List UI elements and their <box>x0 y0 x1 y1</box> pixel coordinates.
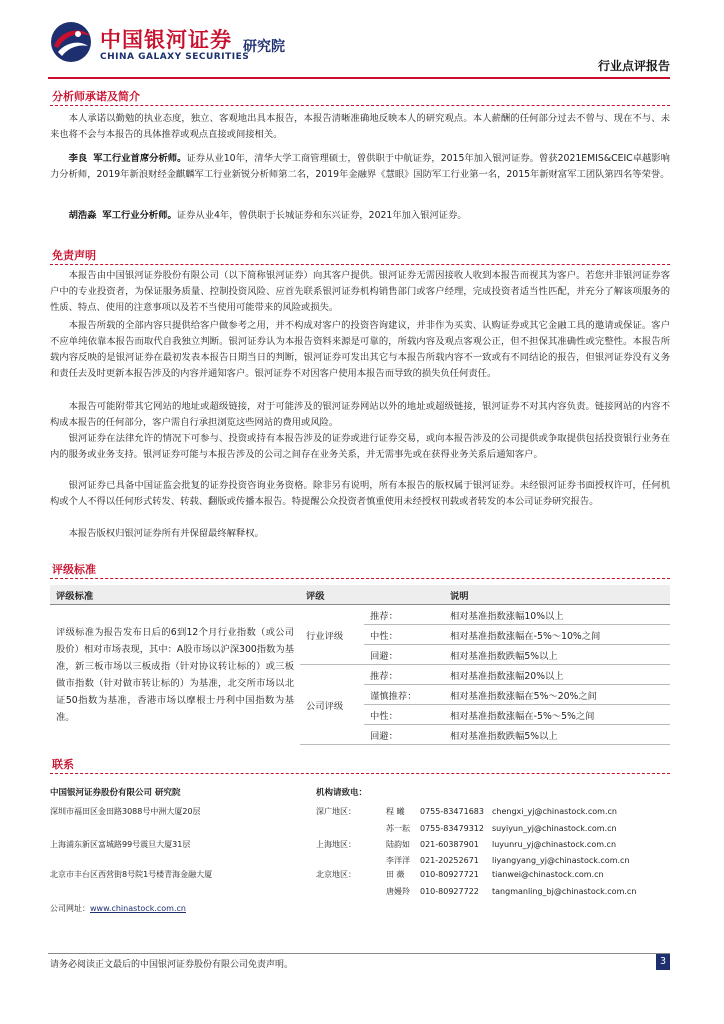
analyst-1 <box>50 151 670 183</box>
analyst-1-name: 李良 <box>68 153 88 164</box>
address-shanghai: 上海浦东新区富城路99号震旦大厦31层 <box>50 840 191 849</box>
section-divider <box>50 773 670 774</box>
rating-grade: 回避： <box>364 645 444 665</box>
contact-name: 陆韵如 <box>386 840 410 849</box>
contact-person <box>386 855 630 866</box>
analyst-1-bio: 证券从业10年，清华大学工商管理硕士，曾供职于中航证券，2015年加入银河证券。曾获2021EMIS&CEIC卓越影响力分析师，2019年新浪财经金麒麟军工行业新锐分析师第二名，2019年金融界《慧眼》国防军工行业第一名，2015年新财富军工团队第四名等荣誉。 <box>50 153 670 180</box>
contact-name: 李洋洋 <box>386 856 410 865</box>
contact-email[interactable]: luyunru_yj@chinastock.com.cn <box>492 840 617 849</box>
disclaimer-p2: 本报告所载的全部内容只提供给客户做参考之用，并不构成对客户的投资咨询建议，并非作为买卖、认购证券或其它金融工具的邀请或保证。客户不应单纯依靠本报告而取代自我独立判断。银河证券认为本报告资料来源是可靠的，所载内容及观点客观公正，但不担保其准确性或完整性。本报告所载内容反映的是银河证券在最初发表本报告日期当日的判断，银河证券可发出其它与本报告所载内容不一致或有不同结论的报告，但银河证券没有义务和责任去及时更新本报告涉及的内容并通知客户。银河证券不对因客户使用本报告而导致的损失负任何责任。 <box>50 320 670 379</box>
contact-person <box>386 869 604 880</box>
website-label: 公司网址： <box>50 904 90 913</box>
contact-name: 田 薇 <box>386 870 405 879</box>
company-website <box>50 903 186 914</box>
company-name-cn: 中国银河证券 <box>100 28 232 52</box>
rating-table-header <box>50 585 670 605</box>
contact-email[interactable]: liyangyang_yj@chinastock.com.cn <box>492 856 630 865</box>
contact-email[interactable]: suyiyun_yj@chinastock.com.cn <box>492 824 617 833</box>
section-divider <box>50 264 670 265</box>
section-divider <box>50 105 670 106</box>
table-row <box>50 605 670 625</box>
disclaimer-p5: 银河证券已具备中国证监会批复的证券投资咨询业务资格。除非另有说明，所有本报告的版权属于银河证券。未经银河证券书面授权许可，任何机构或个人不得以任何形式转发、转载、翻版或传播本报告。特提醒公众投资者慎重使用未经授权刊载或者转发的本公司证券研究报告。 <box>50 480 670 507</box>
analyst-2-name: 胡浩淼 <box>68 210 97 221</box>
galaxy-logo-icon <box>48 20 94 64</box>
disclaimer-p1: 本报告由中国银河证券股份有限公司（以下简称银河证券）向其客户提供。银河证券无需因接收人收到本报告而视其为客户。若您并非银河证券客户中的专业投资者，为保证服务质量、控制投资风险、应首先联系银河证券机构销售部门或客户经理，完成投资者适当性匹配，并充分了解该项服务的性质、特点、使用的注意事项以及若不当使用可能带来的风险或损失。 <box>50 270 670 313</box>
header-divider <box>48 77 670 79</box>
section-title: 分析师承诺及简介 <box>52 90 140 103</box>
contact-name: 唐嫚羚 <box>386 887 410 896</box>
section-divider <box>50 578 670 579</box>
section-title: 联系 <box>52 758 74 771</box>
company-rating-label: 公司评级 <box>300 665 364 745</box>
rating-grade: 中性： <box>364 705 444 725</box>
analyst-2-role: 军工行业分析师。 <box>102 210 177 221</box>
section-contact-header <box>50 756 670 774</box>
contact-phone: 010-80927722 <box>420 887 479 896</box>
rating-desc: 相对基准指数跌幅5%以上 <box>444 645 670 665</box>
region-shanghai: 上海地区： <box>316 840 356 849</box>
contact-name: 程 曦 <box>386 807 405 816</box>
rating-desc: 相对基准指数涨幅在5%～20%之间 <box>444 685 670 705</box>
section-analyst-header <box>50 88 670 106</box>
rating-desc: 相对基准指数跌幅5%以上 <box>444 725 670 745</box>
region-beijing: 北京地区： <box>316 870 356 879</box>
report-type: 行业点评报告 <box>597 59 670 73</box>
contact-person <box>386 823 617 834</box>
region-shenzhen: 深广地区： <box>316 807 356 816</box>
footer-divider <box>48 953 670 954</box>
contact-person <box>386 839 616 850</box>
rating-grade: 回避： <box>364 725 444 745</box>
contact-company-name: 中国银河证券股份有限公司 研究院 <box>50 788 181 798</box>
company-name-en: CHINA GALAXY SECURITIES <box>100 52 250 62</box>
disclaimer-p3: 本报告可能附带其它网站的地址或超级链接，对于可能涉及的银河证券网站以外的地址或超级链接，银河证券不对其内容负责。链接网站的内容不构成本报告的任何部分，客户需自行承担浏览这些网站的费用或风险。 <box>50 401 670 428</box>
rating-grade: 推荐： <box>364 665 444 685</box>
rating-grade: 推荐： <box>364 605 444 625</box>
contact-phone: 0755-83479312 <box>420 824 484 833</box>
institution-contact-label: 机构请致电： <box>316 788 368 798</box>
rating-grade: 谨慎推荐： <box>364 685 444 705</box>
rating-desc: 相对基准指数涨幅在-5%～5%之间 <box>444 705 670 725</box>
col-rating: 评级 <box>300 585 444 605</box>
rating-desc: 相对基准指数涨幅20%以上 <box>444 665 670 685</box>
col-standard: 评级标准 <box>50 585 300 605</box>
contact-email[interactable]: tianwei@chinastock.com.cn <box>492 870 604 879</box>
contact-email[interactable]: tangmanling_bj@chinastock.com.cn <box>492 887 637 896</box>
industry-rating-label: 行业评级 <box>300 605 364 665</box>
disclaimer-p4: 银河证券在法律允许的情况下可参与、投资或持有本报告涉及的证券或进行证券交易，或向本报告涉及的公司提供或争取提供包括投资银行业务在内的服务或业务支持。银河证券可能与本报告涉及的公司之间存在业务关系，并无需事先或在获得业务关系后通知客户。 <box>50 433 670 460</box>
rating-desc: 相对基准指数涨幅在-5%～10%之间 <box>444 625 670 645</box>
col-desc: 说明 <box>444 585 670 605</box>
contact-phone: 021-20252671 <box>420 856 479 865</box>
address-beijing: 北京市丰台区西营街8号院1号楼青海金融大厦 <box>50 870 213 879</box>
website-link[interactable]: www.chinastock.com.cn <box>90 904 186 913</box>
rating-desc: 相对基准指数涨幅10%以上 <box>444 605 670 625</box>
contact-person <box>386 806 617 817</box>
analyst-2 <box>50 208 670 224</box>
rating-standard-text: 评级标准为报告发布日后的6到12个月行业指数（或公司股价）相对市场表现，其中：A股市场以沪深300指数为基准，新三板市场以三板成指（针对协议转让标的）或三板做市指数（针对做市转让标的）为基准，北交所市场以北证50指数为基准，香港市场以摩根士丹利中国指数为基准。 <box>56 626 294 723</box>
section-title: 评级标准 <box>52 563 96 576</box>
contact-phone: 010-80927721 <box>420 870 479 879</box>
section-disclaimer-header <box>50 247 670 265</box>
section-rating-header <box>50 561 670 579</box>
institute-label: 研究院 <box>243 39 285 55</box>
analyst-1-role: 军工行业首席分析师。 <box>93 153 187 164</box>
contact-email[interactable]: chengxi_yj@chinastock.com.cn <box>492 807 617 816</box>
section-title: 免责声明 <box>52 249 96 262</box>
footer-notice: 请务必阅读正文最后的中国银河证券股份有限公司免责声明。 <box>50 960 294 970</box>
disclaimer-p6: 本报告版权归银河证券所有并保留最终解释权。 <box>68 528 264 539</box>
analyst-2-bio: 证券从业4年，曾供职于长城证券和东兴证券，2021年加入银河证券。 <box>176 210 467 221</box>
contact-company <box>50 786 180 798</box>
contact-person <box>386 886 636 897</box>
contact-name: 苏一耘 <box>386 824 410 833</box>
address-shenzhen: 深圳市福田区金田路3088号中洲大厦20层 <box>50 807 201 816</box>
contact-phone: 021-60387901 <box>420 840 479 849</box>
rating-table <box>50 585 670 745</box>
page-number: 3 <box>656 954 670 970</box>
institution-contact-title <box>316 786 367 798</box>
contact-phone: 0755-83471683 <box>420 807 484 816</box>
analyst-commitment: 本人承诺以勤勉的执业态度，独立、客观地出具本报告，本报告清晰准确地反映本人的研究观点。本人薪酬的任何部分过去不曾与、现在不与、未来也将不会与本报告的具体推荐或观点直接或间接相关。 <box>50 113 670 140</box>
rating-grade: 中性： <box>364 625 444 645</box>
